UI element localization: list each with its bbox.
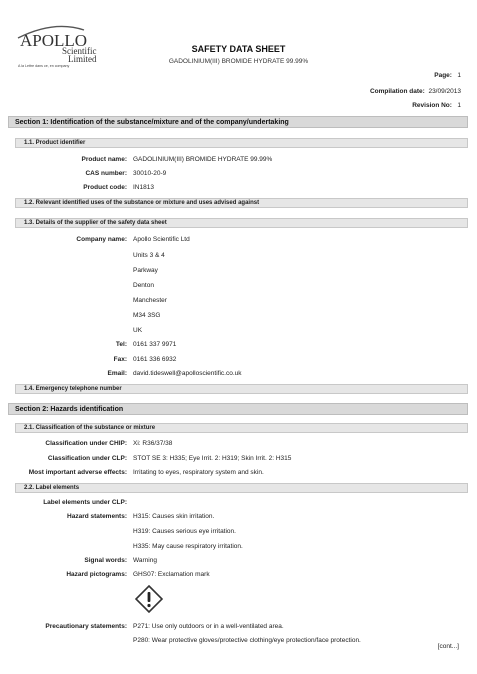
precautionary-statement: P271: Use only outdoors or in a well-ventilated area.	[133, 623, 284, 630]
subsection-1-2: 1.2. Relevant identified uses of the substance or mixture and uses advised against	[15, 198, 468, 208]
hazard-statement: H319: Causes serious eye irritation.	[133, 528, 236, 535]
cas-number-value: 30010-20-9	[133, 170, 167, 177]
cas-number-label: CAS number:	[85, 170, 127, 177]
subsection-1-1: 1.1. Product identifier	[15, 138, 468, 148]
subsection-2-1: 2.1. Classification of the substance or mixture	[15, 423, 468, 433]
email-value[interactable]: david.tideswell@apolloscientific.co.uk	[133, 370, 242, 377]
subsection-1-4: 1.4. Emergency telephone number	[15, 384, 468, 394]
revision-number	[412, 102, 461, 109]
company-line: Manchester	[133, 297, 167, 304]
subsection-1-3: 1.3. Details of the supplier of the safety data sheet	[15, 218, 468, 228]
product-code-label: Product code:	[83, 184, 127, 191]
tel-value: 0161 337 9971	[133, 341, 177, 348]
fax-label: Fax:	[113, 356, 127, 363]
label-elements-label: Label elements under CLP:	[43, 499, 127, 506]
clp-value: STOT SE 3: H335; Eye Irrit. 2: H319; Skin Irrit. 2: H315	[133, 455, 292, 462]
email-label: Email:	[107, 370, 127, 377]
page-label: Page:	[434, 72, 452, 79]
subsection-2-2: 2.2. Label elements	[15, 483, 468, 493]
signal-words-label: Signal words:	[84, 557, 127, 564]
adverse-effects-value: Irritating to eyes, respiratory system and skin.	[133, 469, 264, 476]
fax-value: 0161 336 6932	[133, 356, 177, 363]
compilation-label: Compilation date:	[369, 88, 425, 95]
hazard-statements-label: Hazard statements:	[67, 513, 127, 520]
document-subtitle: GADOLINIUM(III) BROMIDE HYDRATE 99.99%	[168, 58, 309, 65]
company-line: Units 3 & 4	[133, 252, 165, 259]
hazard-pictograms-label: Hazard pictograms:	[66, 571, 127, 578]
company-line: M34 3SG	[133, 312, 161, 319]
company-line: Apollo Scientific Ltd	[133, 236, 190, 243]
tel-label: Tel:	[115, 341, 127, 348]
signal-words-value: Warning	[133, 557, 157, 564]
page-value: 1	[457, 72, 461, 79]
company-line: Parkway	[133, 267, 158, 274]
logo-main-text: APOLLO	[20, 31, 88, 50]
precautionary-statement: P280: Wear protective gloves/protective clothing/eye protection/face protection.	[133, 637, 361, 644]
continued-marker: [cont...]	[437, 643, 459, 650]
page-number	[434, 72, 461, 79]
product-name-value: GADOLINIUM(III) BROMIDE HYDRATE 99.99%	[133, 156, 273, 163]
hazard-statement: H335: May cause respiratory irritation.	[133, 543, 243, 550]
exclamation-diamond-icon	[135, 585, 163, 613]
logo-sub2-text: Limited	[68, 54, 97, 64]
hazard-statement: H315: Causes skin irritation.	[133, 513, 215, 520]
company-line: UK	[133, 327, 143, 334]
company-line: Denton	[133, 282, 154, 289]
revision-value: 1	[457, 102, 461, 109]
section-2-header: Section 2: Hazards identification	[8, 403, 468, 415]
compilation-value: 23/09/2013	[428, 88, 461, 95]
section-1-header: Section 1: Identification of the substance/mixture and of the company/undertaking	[8, 116, 468, 128]
chip-label: Classification under CHIP:	[45, 440, 127, 447]
compilation-date	[370, 88, 461, 95]
adverse-effects-label: Most important adverse effects:	[28, 469, 127, 476]
hazard-pictograms-value: GHS07: Exclamation mark	[133, 571, 210, 578]
chip-value: Xi: R36/37/38	[133, 440, 173, 447]
document-title: SAFETY DATA SHEET	[191, 44, 286, 54]
logo-tagline: A la Lettre dans ce, en company	[18, 64, 70, 68]
logo-sub1-text: Scientific	[62, 46, 97, 56]
company-name-label: Company name:	[76, 236, 127, 243]
clp-label: Classification under CLP:	[47, 455, 127, 462]
product-code-value: IN1813	[133, 184, 154, 191]
product-name-label: Product name:	[81, 156, 127, 163]
precautionary-statements-label: Precautionary statements:	[45, 623, 127, 630]
revision-label: Revision No:	[412, 102, 452, 109]
